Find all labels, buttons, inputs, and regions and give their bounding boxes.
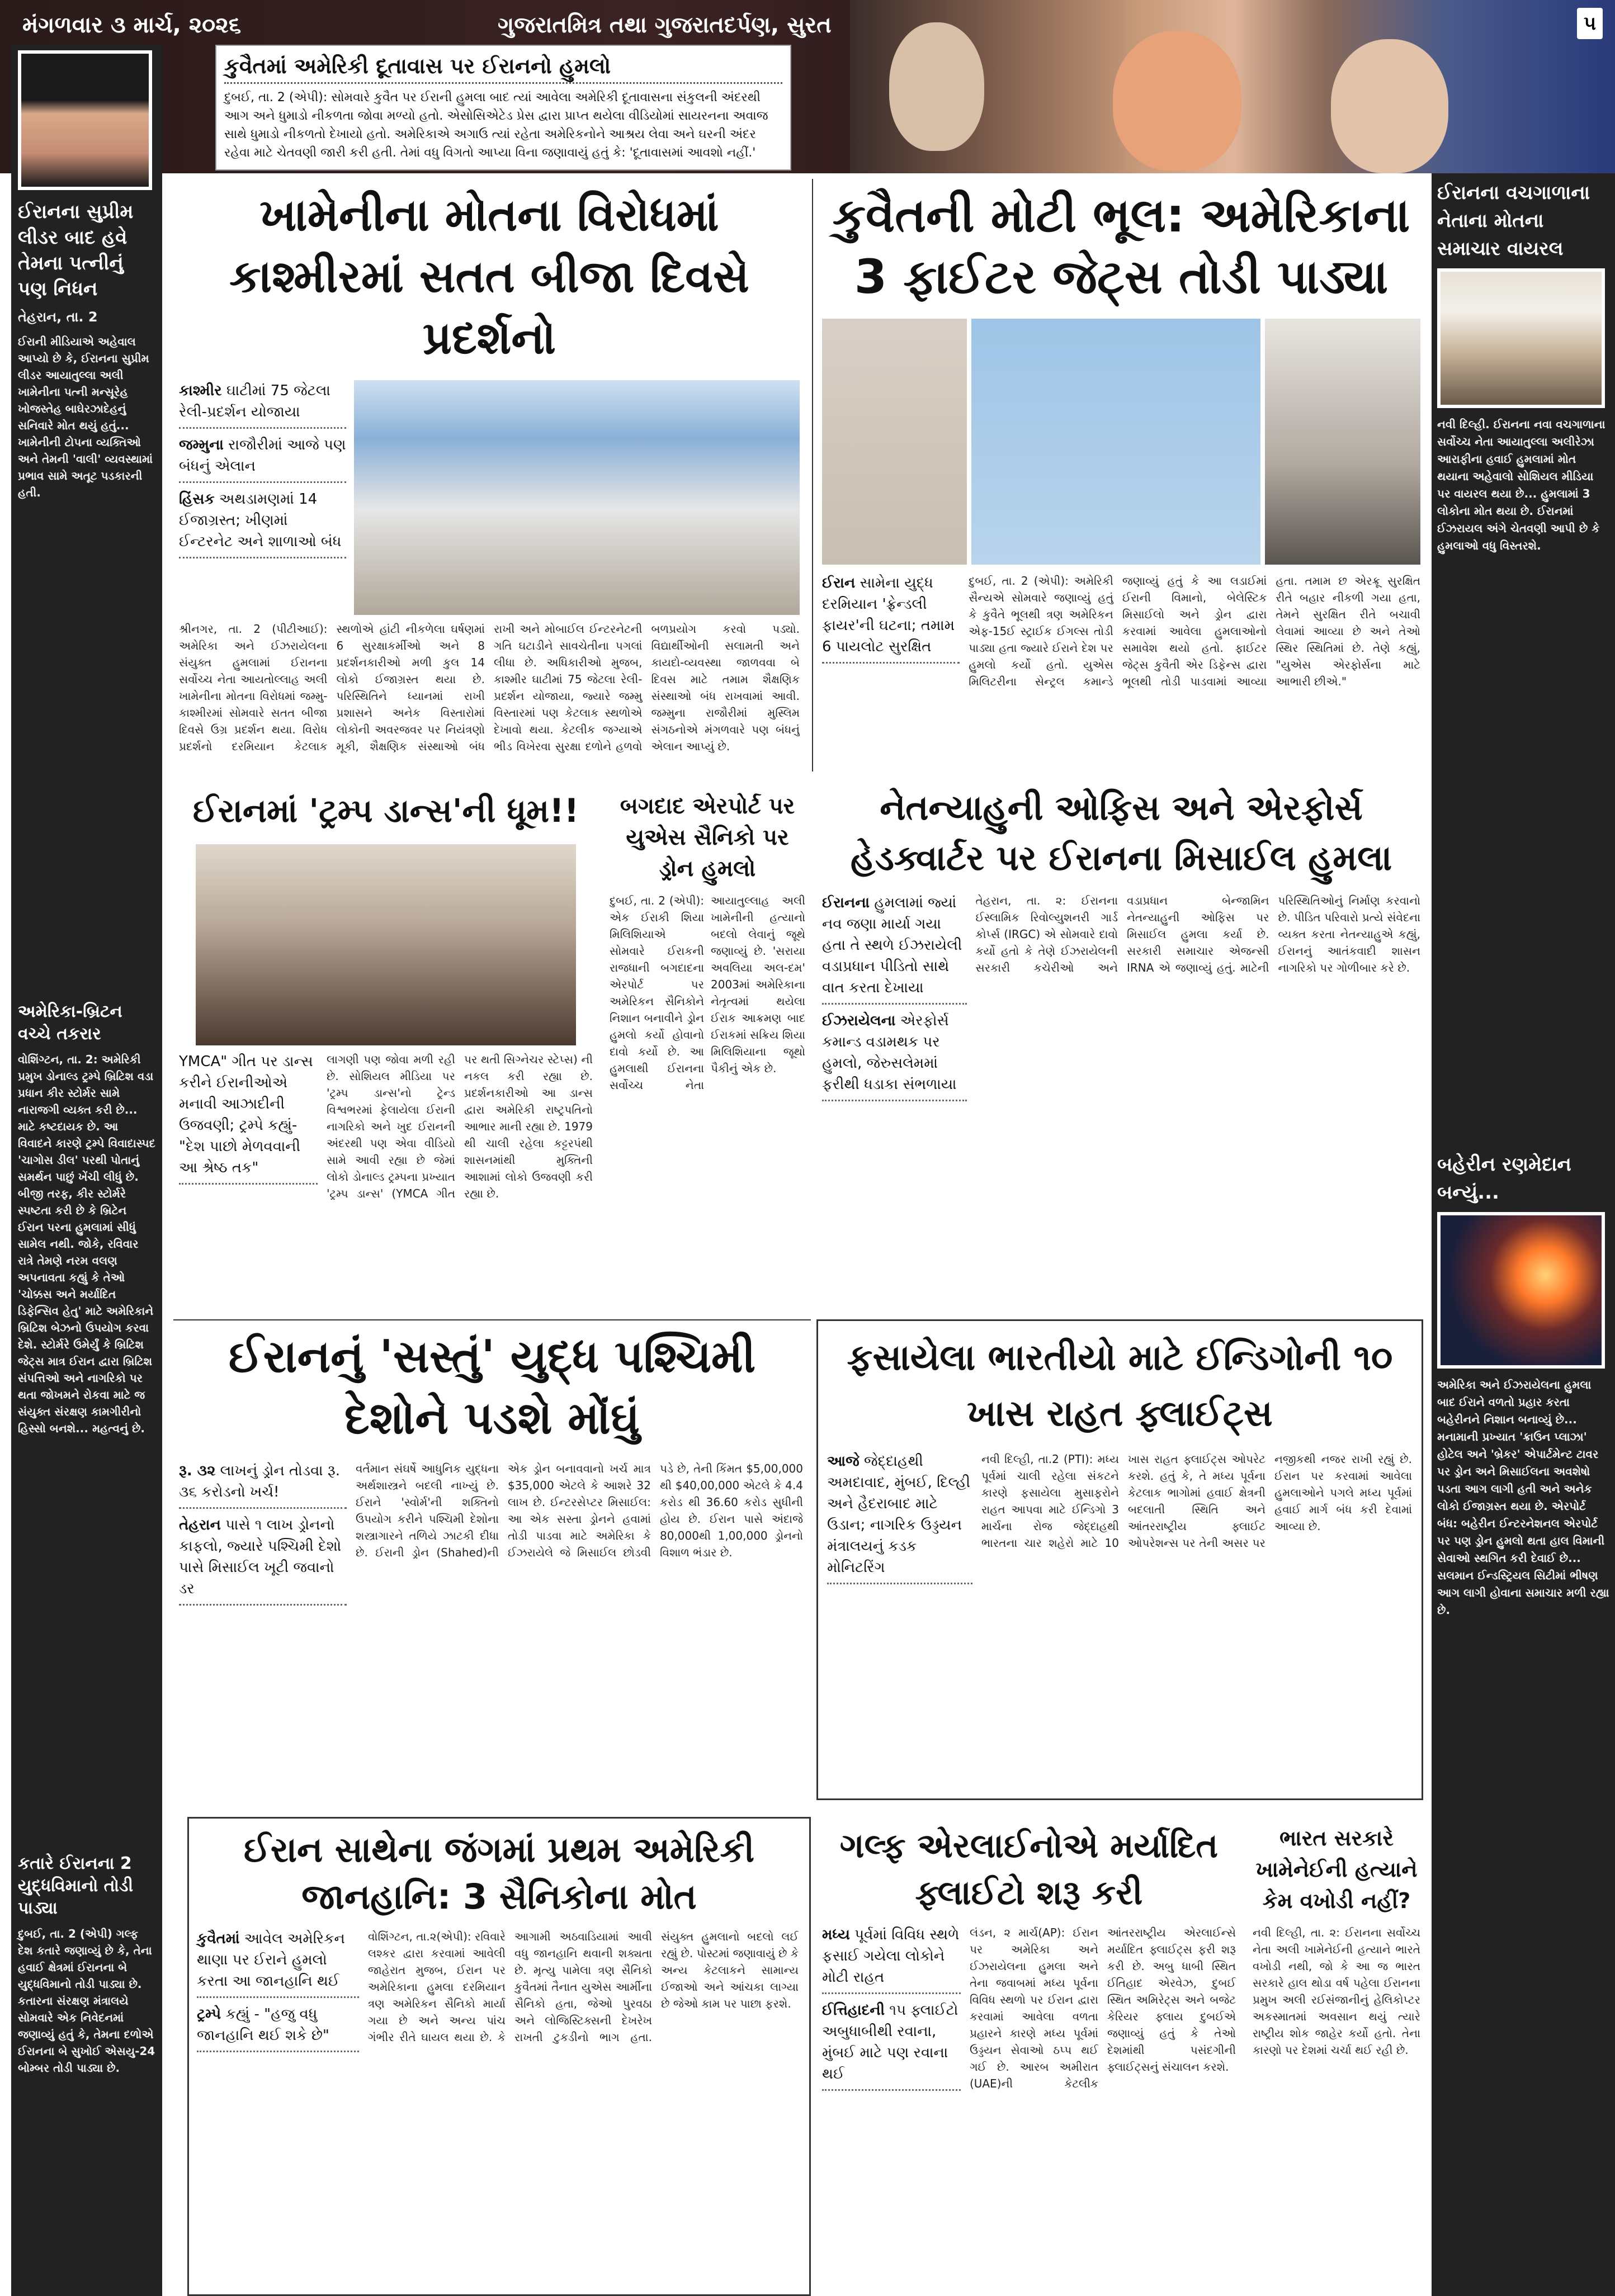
gulf-airlines-story (816, 1822, 1241, 2288)
left-sidebar-body-3: દુબઈ, તા. 2 (એપી) ગલ્ફ દેશ કતારે જણાવ્યું છે કે, તેના હવાઈ ક્ષેત્રમાં ઈરાનના બે યુદ્ધવિમાનો તોડી પાડ્યા છે. કતારના સંરક્ષણ મંત્રાલયે સોમવારે એક નિવેદનમાં જણાવ્યું હતું કે, તેમના દળોએ ઈરાનના બે સુખોઈ એસયુ-24 બોમ્બર તોડી પાડ્યા છે. (18, 1927, 155, 2075)
left-sub-headline-2: કતારે ઈરાનના 2 યુદ્ધવિમાનો તોડી પાડ્યા (18, 1854, 134, 1918)
kuwait-embassy-body: દુબઈ, તા. 2 (એપી): સોમવારે કુવૈત પર ઈરાની હુમલા બાદ ત્યાં આવેલા અમેરિકી દૂતાવાસના સંકુલની અંદરથી આગ અને ધુમાડો નીકળતા જોવા મળ્યો હતો. એસોસિએટેડ પ્રેસ દ્વારા પ્રાપ્ત થયેલા વીડિયોમાં સાયરનના અવાજ સાથે ધુમાડો નીકળતો દેખાયો હતો. અમેરિકાએ અગાઉ ત્યાં રહેતા અમેરિકનોને આશ્રય લેવા અને ઘરની અંદર રહેવા માટે ચેતવણી જારી કરી હતી. તેમાં વધુ વિગતો આપ્યા વિના જણાવાયું હતું કે: 'દૂતાવાસમાં આવશો નહીં.' (224, 91, 768, 160)
right-sidebar-headline: ઈરાનના વચગાળાના નેતાના મોતના સમાચાર વાયરલ (1437, 182, 1590, 260)
right-sidebar-body: નવી દિલ્હી. ઈરાનના નવા વચગાળાના સર્વોચ્ચ નેતા આયાતુલ્લા અલીરેઝા આરાફીના હવાઈ હુમલામાં મોત થયાના અહેવાલો સોશિયલ મીડિયા પર વાયરલ થયા છે... હુમલામાં 3 લોકોના મોત થયા છે. ઈરાનમાં ઈઝરાયલ અંગે ચેતવણી આપી છે કે હુમલાઓ વધુ વિસ્તરશે. (1437, 418, 1605, 552)
left-sidebar-headline: ઈરાનના સુપ્રીમ લીડર બાદ હવે તેમના પત્નીનું પણ નિધન (18, 201, 134, 300)
left-sidebar-dateline: તેહરાન, તા. 2 (18, 309, 98, 325)
trump-dance-photo (196, 844, 576, 1045)
trump-dance-headline: ઈરાનમાં 'ટ્રમ્પ ડાન્સ'ની ધૂમ!! (192, 792, 579, 830)
gulf-airlines-body: લંડન, ૨ માર્ચ(AP): ઈરાન પર અમેરિકા અને ઈઝરાયેલના હુમલા અને તેના જવાબમાં મધ્ય પૂર્વના વિવિધ સ્થળો પર ઈરાન દ્વારા કરવામાં આવેલા વળતા પ્રહારને કારણે મધ્ય પૂર્વમાં ઉડ્ડયન સેવાઓ ઠપ્પ થઈ ગઈ છે. આરબ અમીરાત (UAE)ની કેટલીક આંતરરાષ્ટ્રીય એરલાઈન્સે મર્યાદિત ફ્લાઈટ્સ ફરી શરૂ કરી છે. અબુ ધાબી સ્થિત ઈતિહાદ એરવેઝ, દુબઈ સ્થિત અમિરેટ્સ અને બજેટ કેરિયર ફ્લાય દુબઈએ જણાવ્યું હતું કે તેઓ દેશમાંથી પસંદગીની ફ્લાઈટ્સનું સંચાલન કરશે. (969, 1926, 1236, 2090)
us-casualty-body: વોશિંગ્ટન, તા.૨(એપી): રવિવારે લશ્કર દ્વારા કરવામાં આવેલી જાહેરાત મુજબ, ઈરાન પર અમેરિકાના હુમલા દરમિયાન ત્રણ અમેરિકન સૈનિકો માર્યા ગયા છે અને અન્ય પાંચ ગંભીર રીતે ઘાયલ થયા છે. કે આગામી અઠવાડિયામાં આવી વધુ જાનહાનિ થવાની શક્યતા છે. મૃત્યુ પામેલા ત્રણ સૈનિકો કુવૈતમાં તૈનાત યુએસ આર્મીના સૈનિકો હતા, જેઓ પુરવઠા અને લોજિસ્ટિક્સની દેખરેખ રાખતી ટુકડીનો ભાગ હતા. સંયુક્ત હુમલાનો બદલો લઈ રહ્યું છે. પોસ્ટમાં જણાવાયું છે કે અન્ય કેટલાકને સામાન્ય ઈજાઓ અને આંચકા લાગ્યા છે જેઓ કામ પર પાછા ફરશે. (368, 1930, 799, 2044)
pilot-photo (1265, 319, 1420, 565)
iran-cheap-war-body: વર્તમાન સંઘર્ષે આધુનિક યુદ્ધના અર્થશાસ્ત્રને બદલી નાખ્યું છે. ઈરાને 'સ્વોર્મ'ની શક્તિનો ઉપયોગ કરીને પશ્ચિમી દેશોના શસ્ત્રાગારને તળિયે ઝાટકી દીધા છે. ઈરાની ડ્રોન (Shahed)ની એક ડ્રોન બનાવવાનો ખર્ચ માત્ર $35,000 એટલે કે આશરે 32 લાખ છે. ઈન્ટરસેપ્ટર મિસાઈલ: આ એક સસ્તા ડ્રોનને હવામાં તોડી પાડવા માટે અમેરિકા કે ઈઝરાયેલે જે મિસાઈલ છોડવી પડે છે, તેની કિંમત $5,00,000 થી $40,00,000 એટલે કે 4.4 કરોડ થી 36.60 કરોડ સુધીની હોય છે. ઈરાન પાસે અંદાજે 80,000થી 1,00,000 ડ્રોનનો વિશાળ ભંડાર છે. (356, 1462, 803, 1559)
left-sub-headline-1: અમેરિકા-બ્રિટન વચ્ચે તકરાર (18, 1002, 122, 1044)
page-number: ૫ (1577, 8, 1603, 39)
issue-date: મંગળવાર ૩ માર્ચ, ૨૦૨૬ (22, 12, 242, 38)
leader-face-1 (889, 22, 984, 151)
india-govt-headline: ભારત સરકારે ખામેનેઈની હત્યાને કેમ વખોડી નહીં? (1255, 1826, 1418, 1913)
us-casualty-kicker-1: કુવૈતમાં આવેલ અમેરિકન થાણા પર ઈરાને હુમલો કરતા આ જાનહાનિ થઈ (197, 1928, 359, 1998)
parachute-photo (822, 319, 967, 565)
kuwait-jets-body: દુબઈ, તા. 2 (એપી): અમેરિકી સૈન્યએ સોમવારે જણાવ્યું હતું કે કુવૈતે ભૂલથી ત્રણ અમેરિકન એફ-15ઈ સ્ટ્રાઈક ઈગલ્સ તોડી પાડ્યા હતા જ્યારે ઈરાને દેશ પર હુમલો કર્યો હતો. યુએસ મિલિટરીના સેન્ટ્રલ કમાન્ડે જણાવ્યું હતું કે આ લડાઈમાં ઈરાની વિમાનો, બેલેસ્ટિક મિસાઈલો અને ડ્રોન દ્વારા કરવામાં આવેલા હુમલાઓનો સમાવેશ થયો હતો. ફાઈટર જેટ્સ કુવૈતી એર ડિફેન્સ દ્વારા ભૂલથી તોડી પાડવામાં આવ્યા હતા. તમામ છ એરક્રૂ સુરક્ષિત રીતે બહાર નીકળી ગયા હતા, તેમને સુરક્ષિત રીતે બચાવી લેવામાં આવ્યા છે અને તેઓ સ્થિર સ્થિતિમાં છે. તેણે કહ્યું, "યુએસ એરફોર્સના માટે આભારી છીએ." (969, 574, 1420, 688)
netanyahu-kicker-1: ઈરાનના હુમલામાં જ્યાં નવ જણા માર્યા ગયા હતા તે સ્થળે ઈઝરાયેલી વડાપ્રધાન પીડિતો સાથે વાત કરતા દેખાયા (822, 892, 967, 1005)
baghdad-story (604, 783, 811, 1284)
right-sidebar (1432, 173, 1615, 2296)
left-sidebar (11, 45, 162, 2296)
baghdad-body: દુબઈ, તા. 2 (એપી): એક ઈરાકી શિયા મિલિશિયાએ સોમવારે ઈરાકની રાજધાની બગદાદના એરપોર્ટ પર અમેરિકન સૈનિકોને નિશાન બનાવીને ડ્રોન હુમલો કર્યો હોવાનો દાવો કર્યો છે. આ હુમલાથી ઈરાનના સર્વોચ્ચ નેતા આયાતુલ્લાહ અલી ખામેનીની હત્યાનો બદલો લેવાનું જૂથે જણાવ્યું છે. 'સરાયા અવલિયા અલ-દમ' 2003માં અમેરિકાના નેતૃત્વમાં થયેલા ઈરાક આક્રમણ બાદ ઈરાકમાં સક્રિય શિયા મિલિશિયાના જૂથો પૈકીનું એક છે. (610, 894, 805, 1092)
newspaper-name: ગુજરાતમિત્ર તથા ગુજરાતદર્પણ, સુરત (498, 12, 832, 38)
iran-cheap-war-story (173, 1319, 811, 1807)
netanyahu-kicker-2: ઈઝરાયેલના એરફોર્સ કમાન્ડ વડામથક પર હુમલો, જેરુસલેમમાં ફરીથી ધડાકા સંભળાયા (822, 1010, 967, 1101)
trump-dance-kicker: YMCA" ગીત પર ડાન્સ કરીને ઈરાનીઓએ મનાવી આઝાદીની ઉજવણી; ટ્રમ્પે કહ્યું- "દેશ પાછો મેળવવાની આ શ્રેષ્ઠ તક" (179, 1051, 318, 1185)
fighter-jet-photo (971, 319, 1260, 565)
right-sidebar-body-2: અમેરિકા અને ઈઝરાયેલના હુમલા બાદ ઈરાને વળતો પ્રહાર કરતા બહેરીનને નિશાન બનાવ્યું છે... મનામાની પ્રખ્યાત 'ક્રાઉન પ્લાઝા' હોટેલ અને 'બ્રેકર' એપાર્ટમેન્ટ ટાવર પર ડ્રોન અને મિસાઈલના અવશેષો પડતા આગ લાગી હતી અને અનેક લોકો ઈજાગ્રસ્ત થયા છે. એરપોર્ટ બંધ: બહેરીન ઈન્ટરનેશનલ એરપોર્ટ પર પણ ડ્રોન હુમલો થતા હાલ વિમાની સેવાઓ સ્થગિત કરી દેવાઈ છે... સલમાન ઈન્ડસ્ટ્રિયલ સિટીમાં ભીષણ આગ લાગી હોવાના સમાચાર મળી રહ્યા છે. (1437, 1378, 1609, 1617)
baghdad-headline: બગદાદ એરપોર્ટ પર યુએસ સૈનિકો પર ડ્રોન હુમલો (620, 793, 795, 882)
kuwait-embassy-box (215, 45, 791, 171)
kashmir-story (173, 184, 805, 783)
left-sidebar-body: ઈરાની મીડિયાએ અહેવાલ આપ્યો છે કે, ઈરાનના સુપ્રીમ લીડર આયાતુલ્લા અલી ખામેનીના પત્ની મન્સૂરેહ ખોજસ્તેહ બાઘેરઝાદેહનું સનિવારે મોત થયું હતું... ખામેનીની ટોપના વ્યક્તિઓ અને તેમની 'વાલી' વ્યવસ્થામાં પ્રભાવ સામે અતૂટ પડકારની હતી. (18, 335, 153, 499)
column-divider (812, 179, 813, 771)
us-casualty-story (187, 1817, 811, 2296)
netanyahu-headline: નેતન્યાહુની ઓફિસ અને એરફોર્સ હેડક્વાર્ટર પર ઈરાનના મિસાઈલ હુમલા (850, 787, 1392, 878)
kashmir-kicker-3: હિંસક અથડામણમાં 14 ઈજાગ્રસ્ત; ખીણમાં ઈન્ટરનેટ અને શાળાઓ બંધ (179, 489, 346, 558)
bahrain-fire-photo (1437, 1212, 1605, 1369)
kashmir-body: શ્રીનગર, તા. 2 (પીટીઆઈ): અમેરિકા અને ઈઝરાયેલના સંયુક્ત હુમલામાં ઈરાનના સર્વોચ્ચ નેતા આયતોલ્લાહ અલી ખામેનીના મોતના વિરોધમાં જમ્મુ-કાશ્મીરમાં સોમવારે સતત બીજા દિવસે ઉગ્ર પ્રદર્શન થયા. વિરોધ પ્રદર્શનો દરમિયાન કેટલાક સ્થળોએ હાંટી નીકળેલા ઘર્ષણમાં 6 સુરક્ષાકર્મીઓ અને 8 પ્રદર્શનકારીઓ મળી કુલ 14 લોકો ઈજાગ્રસ્ત થયા છે. પરિસ્થિતિને ધ્યાનમાં રાખી પ્રશાસને અનેક વિસ્તારોમાં લોકોની અવરજવર પર નિયંત્રણો મૂકી, શૈક્ષણિક સંસ્થાઓ બંધ રાખી અને મોબાઈલ ઈન્ટરનેટની ગતિ ઘટાડીને સાવચેતીના પગલાં લીધા છે. અધિકારીઓ મુજબ, કાશ્મીર ઘાટીમાં 75 જેટલા રેલી-પ્રદર્શન યોજાયા, જ્યારે જમ્મુ વિસ્તારમાં પણ કેટલાક સ્થળોએ દેખાવો થયા. કેટલીક જગ્યાએ ભીડ વિખેરવા સુરક્ષા દળોને હળવો બળપ્રયોગ કરવો પડ્યો. વિદ્યાર્થીઓની સલામતી અને કાયદો-વ્યવસ્થા જાળવવા બે દિવસ માટે તમામ શૈક્ષણિક સંસ્થાઓ બંધ રાખવામાં આવી. જમ્મુના રાજૌરીમાં મુસ્લિમ સંગઠનોએ મંગળવારે પણ બંધનું એલાન આપ્યું છે. (179, 622, 800, 753)
kashmir-protest-photo (354, 380, 800, 615)
india-govt-body: નવી દિલ્હી, તા. ૨: ઈરાનના સર્વોચ્ચ નેતા અલી ખામેનેઈની હત્યાને ભારતે વખોડી નથી, જો કે આ જ ભારત સરકારે હાલ થોડા વર્ષ પહેલા ઈરાનના પ્રમુખ અલી રઈસંજાનીનું હેલિકોપ્ટર અકસ્માતમાં અવસાન થયું ત્યારે રાષ્ટ્રીય શોક જાહેર કર્યો હતો. તેના કારણો પર દેશમાં ચર્ચા થઈ રહી છે. (1253, 1926, 1420, 2057)
kashmir-kicker-2: જમ્મુના રાજૌરીમાં આજે પણ બંધનું એલાન (179, 434, 346, 483)
portrait-photo (18, 50, 152, 190)
kashmir-headline: ખામેનીના મોતના વિરોધમાં કાશ્મીરમાં સતત બીજા દિવસે પ્રદર્શનો (229, 189, 749, 364)
leader-face-3 (1331, 39, 1448, 173)
iran-cheap-war-headline: ઈરાનનું 'સસ્તું' યુદ્ધ પશ્ચિમી દેશોને પડશે મોંઘું (228, 1331, 756, 1444)
kuwait-jets-headline: કુવૈતની મોટી ભૂલ: અમેરિકાના 3 ફાઈટર જેટ્સ તોડી પાડ્યા (832, 188, 1410, 304)
indigo-body: નવી દિલ્હી, તા.2 (PTI): મધ્ય પૂર્વમાં ચાલી રહેલા સંકટને કારણે ફસાયેલા મુસાફરોને રાહત આપવા માટે ઈન્ડિગો 3 માર્ચના રોજ જેદ્દાહથી ભારતના ચાર શહેરો માટે 10 ખાસ રાહત ફ્લાઈટ્સ ઓપરેટ કરશે. હતું કે, તે મધ્ય પૂર્વના કેટલાક ભાગોમાં હવાઈ ક્ષેત્રની બદલાતી સ્થિતિ અને આંતરરાષ્ટ્રીય ફ્લાઈટ ઓપરેશન્સ પર તેની અસર પર નજીકથી નજર રાખી રહ્યું છે. ઈરાન પર કરવામાં આવેલા હુમલાઓને પગલે મધ્ય પૂર્વમાં હવાઈ માર્ગ બંધ કરી દેવામાં આવ્યા છે. (981, 1452, 1412, 1550)
kuwait-jets-kicker: ઈરાન સામેના યુદ્ધ દરમિયાન 'ફ્રેન્ડલી ફાયર'ની ઘટના; તમામ 6 પાયલોટ સુરક્ષિત (822, 572, 960, 664)
cleric-photo (1437, 268, 1605, 408)
netanyahu-story (816, 783, 1426, 1284)
india-govt-story (1247, 1822, 1426, 2276)
trump-dance-body: લાગણી પણ જોવા મળી રહી છે. સોશિયલ મીડિયા પર 'ટ્રમ્પ ડાન્સ'નો ટ્રેન્ડ વિશ્વભરમાં ફેલાયેલા ઈરાની નાગરિકો અને ખુદ ઈરાનની અંદરથી પણ એવા વીડિયો સામે આવી રહ્યા છે જેમાં લોકો ડોનાલ્ડ ટ્રમ્પના પ્રખ્યાત 'ટ્રમ્પ ડાન્સ' (YMCA ગીત પર થતી સિગ્નેચર સ્ટેપ્સ) ની નકલ કરી રહ્યા છે. પ્રદર્શનકારીઓ આ ડાન્સ દ્વારા અમેરિકી રાષ્ટ્રપતિનો આભાર માની રહ્યા છે. 1979 થી ચાલી રહેલા કટ્ટરપંથી શાસનમાંથી મુક્તિની આશામાં લોકો ઉજવણી કરી રહ્યા છે. (326, 1053, 593, 1200)
leaders-photo (850, 0, 1615, 173)
gulf-kicker-1: મધ્ય પૂર્વમાં વિવિધ સ્થળે ફસાઈ ગયેલા લોકોને મોટી રાહત (822, 1924, 961, 1994)
gulf-airlines-headline: ગલ્ફ એરલાઈનોએ મર્યાદિત ફ્લાઈટો શરૂ કરી (839, 1826, 1219, 1912)
kashmir-kicker-1: કાશ્મીર ઘાટીમાં 75 જેટલા રેલી-પ્રદર્શન યોજાયા (179, 380, 346, 429)
indigo-kicker: આજે જેદ્દાહથી અમદાવાદ, મુંબઈ, દિલ્હી અને હૈદરાબાદ માટે ઉડાન; નાગરિક ઉડ્ડયન મંત્રાલયનું કડક મોનિટરિંગ (827, 1451, 972, 1584)
kuwait-jets-story (816, 184, 1426, 718)
right-sub-headline: બહેરીન રણમેદાન બન્યું... (1437, 1153, 1571, 1204)
us-casualty-kicker-2: ટ્રમ્પે કહ્યું - "હજુ વધુ જાનહાનિ થઈ શકે છે" (197, 2004, 359, 2052)
gulf-kicker-2: ઈત્તિહાદની ૧૫ ફ્લાઈટો અબુધાબીથી રવાના, મુંબઈ માટે પણ રવાના થઈ (822, 2000, 961, 2091)
indigo-headline: ફસાયેલા ભારતીયો માટે ઈન્ડિગોની ૧૦ ખાસ રાહત ફ્લાઈટ્સ (847, 1337, 1393, 1435)
trump-dance-story (173, 783, 598, 1314)
left-sidebar-body-2: વોશિંગ્ટન, તા. 2: અમેરિકી પ્રમુખ ડોનાલ્ડ ટ્રમ્પે બ્રિટિશ વડા પ્રધાન કીર સ્ટોર્મર સામે નારાજગી વ્યક્ત કરી છે... માટે કષ્ટદાયક છે. આ વિવાદને કારણે ટ્રમ્પે વિવાદાસ્પદ 'ચાગોસ ડીલ' પરથી પોતાનું સમર્થન પાછું ખેંચી લીધું છે. બીજી તરફ, કીર સ્ટોર્મરે સ્પષ્ટતા કરી છે કે બ્રિટેન ઈરાન પરના હુમલામાં સીધું સામેલ નથી. જોકે, રવિવાર રાત્રે તેમણે નરમ વલણ અપનાવતા કહ્યું કે તેઓ 'ચોક્કસ અને મર્યાદિત ડિફેન્સિવ હેતુ' માટે અમેરિકાને બ્રિટિશ બેઝનો ઉપયોગ કરવા દેશે. સ્ટોર્મરે ઉમેર્યું કે બ્રિટિશ જેટ્સ માત્ર ઈરાન દ્વારા બ્રિટિશ સંપત્તિઓ અને નાગરિકો પર થતા જોખમને રોકવા માટે જ સંયુક્ત સંરક્ષણ કામગીરીનો હિસ્સો બનશે... મહત્વનું છે. (18, 1053, 155, 1435)
kuwait-embassy-headline: કુવૈતમાં અમેરિકી દૂતાવાસ પર ઈરાનનો હુમલો (224, 54, 782, 84)
indigo-story (816, 1319, 1423, 1800)
cheap-war-kicker-2: તેહરાન પાસે ૧ લાખ ડ્રોનનો કાફલો, જ્યારે પશ્ચિમી દેશો પાસે મિસાઈલ ખૂટી જવાનો ડર (179, 1514, 347, 1606)
netanyahu-body: તેહરાન, તા. ૨: ઈરાનના ઈસ્લામિક રિવોલ્યુશનરી ગાર્ડ કોર્પ્સ (IRGC) એ સોમવારે દાવો કર્યો હતો કે તેણે ઈઝરાયેલની સરકારી કચેરીઓ અને વડાપ્રધાન બેન્જામિન નેતન્યાહુની ઓફિસ પર મિસાઈલ હુમલા કર્યા છે. સરકારી સમાચાર એજન્સી IRNA એ જણાવ્યું હતું. માટેની પરિસ્થિતિઓનું નિર્માણ કરવાનો છે. પીડિત પરિવારો પ્રત્યે સંવેદના વ્યક્ત કરતા નેતન્યાહુએ કહ્યું, ઈરાનનું આતંકવાદી શાસન નાગરિકો પર ગોળીબાર કરે છે. (975, 894, 1420, 974)
cheap-war-kicker-1: રૂ. ૩૨ લાખનું ડ્રોન તોડવા રૂ. ૩૬ કરોડનો ખર્ચ! (179, 1460, 347, 1509)
us-casualty-headline: ઈરાન સાથેના જંગમાં પ્રથમ અમેરિકી જાનહાનિ: 3 સૈનિકોના મોત (243, 1829, 755, 1917)
leader-face-2 (1113, 31, 1241, 171)
